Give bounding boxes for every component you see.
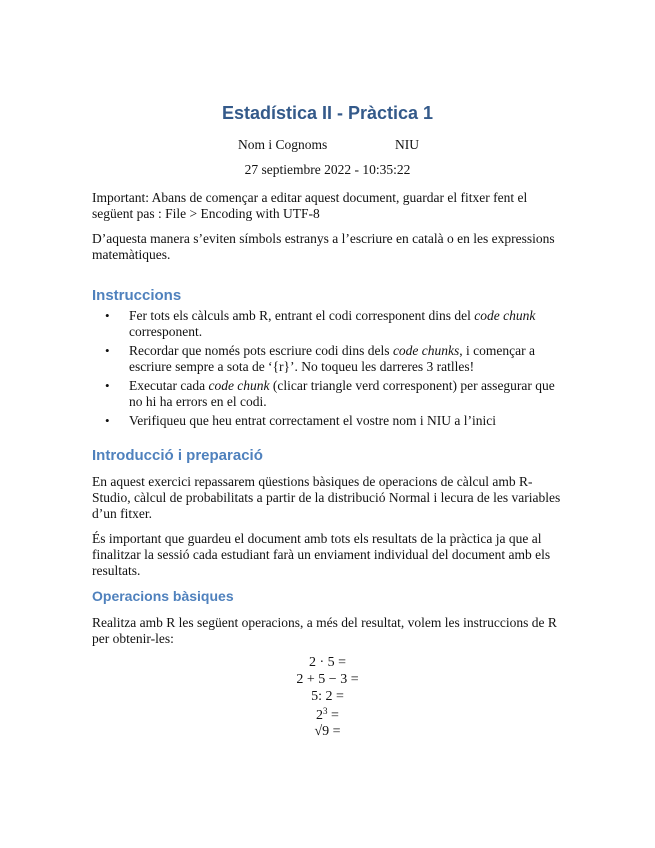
document-date: 27 septiembre 2022 - 10:35:22 [244,162,411,177]
equation-4: $2^3$ = [316,706,339,723]
bullet-icon: • [105,308,110,323]
author-name: Nom i Cognoms [238,137,328,152]
list-item: • Executar cada code chunk (clicar triangle verd corresponent) per assegurar que no hi ha errors en el codi. [105,378,555,409]
equation-2: 2 + 5 − 3 = [296,672,359,687]
intro-paragraph-2: És important que guardeu el document amb tots els resultats de la pràctica ja que al finalitzar la sessió cada estudiant farà un enviament individual del document amb els resultats. [92,531,551,578]
bullet-icon: • [105,378,110,393]
intro-heading: Introducció i preparació [92,447,263,464]
equation-5: √9 = [314,724,341,739]
bullet-icon: • [105,413,110,428]
important-note: Important: Abans de començar a editar aquest document, guardar el fitxer fent el següent pas : File > Encoding with UTF-8 [92,190,528,221]
list-item: • Verifiqueu que heu entrat correctament el vostre nom i NIU a l’inici [105,413,496,428]
list-item: • Fer tots els càlculs amb R, entrant el codi corresponent dins del code chunk corresponent. [105,308,536,339]
list-item: • Recordar que només pots escriure codi dins dels code chunks, i començar a escriure sempre a sota de ‘{r}’. No toqueu les darreres 3 ratlles! [105,343,536,374]
author-niu: NIU [395,137,419,152]
instructions-heading: Instruccions [92,287,182,304]
equation-1: 2 · 5 = [308,655,347,670]
bullet-icon: • [105,343,110,358]
encoding-note: D’aquesta manera s’eviten símbols estranys a l’escriure en català o en les expressions matemàtiques. [92,231,555,262]
intro-paragraph-1: En aquest exercici repassarem qüestions bàsiques de operacions de càlcul amb R-Studio, càlcul de probabilitats a partir de la distribució Normal i lecura de les variables d’un fitxer. [92,474,561,521]
equation-3: 5: 2 = [311,689,344,704]
operations-paragraph: Realitza amb R les següent operacions, a més del resultat, volem les instruccions de R per obtenir-les: [92,615,557,646]
operations-heading: Operacions bàsiques [92,588,234,604]
document-title: Estadística II - Pràctica 1 [221,103,434,123]
instructions-list [92,308,570,432]
